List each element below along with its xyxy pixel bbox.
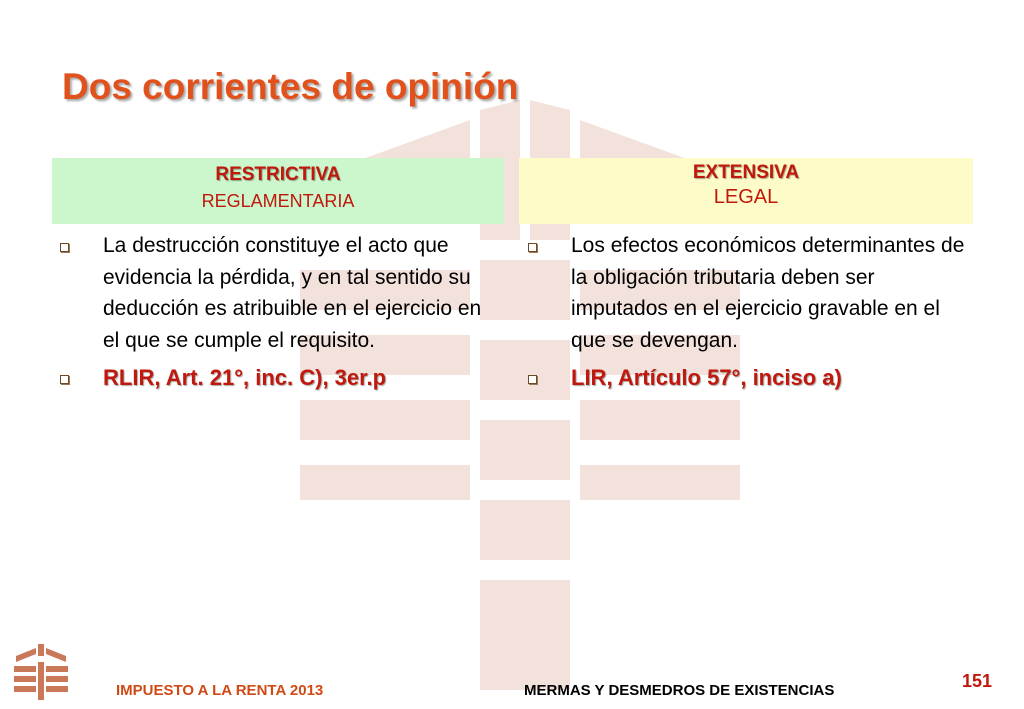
page-number: 151 [962, 671, 993, 691]
left-bullet-text: La destrucción constituye el acto que evidencia la pérdida, y en tal sentido su deducción es atribuible en el ejercicio en el que se cumple el requisito. [103, 234, 482, 352]
right-column-header [519, 158, 973, 224]
right-column-body [528, 230, 968, 394]
right-reference: LIR, Artículo 57°, inciso a) [571, 365, 842, 390]
square-bullet-icon [60, 375, 69, 384]
right-header-main: EXTENSIVA [692, 162, 800, 183]
left-column-body [60, 230, 500, 394]
footer-course-title: IMPUESTO A LA RENTA 2013 [116, 682, 324, 699]
square-bullet-icon [528, 243, 537, 252]
left-header-sub: REGLAMENTARIA [201, 190, 355, 211]
left-header-main: RESTRICTIVA [215, 164, 341, 185]
list-item [60, 230, 500, 356]
list-item [528, 362, 968, 394]
building-logo-icon [12, 642, 70, 702]
right-header-sub: LEGAL [713, 185, 779, 208]
list-item [60, 362, 500, 394]
slide-title: Dos corrientes de opinión [62, 66, 519, 107]
list-item [528, 230, 968, 356]
square-bullet-icon [528, 375, 537, 384]
left-column-header [52, 158, 504, 224]
right-bullet-text: Los efectos económicos determinantes de la obligación tributaria deben ser imputados en el ejercicio gravable en el que se devengan. [571, 234, 965, 352]
left-reference: RLIR, Art. 21°, inc. C), 3er.p [103, 365, 387, 390]
square-bullet-icon [60, 243, 69, 252]
footer-topic-title: MERMAS Y DESMEDROS DE EXISTENCIAS [524, 682, 835, 699]
